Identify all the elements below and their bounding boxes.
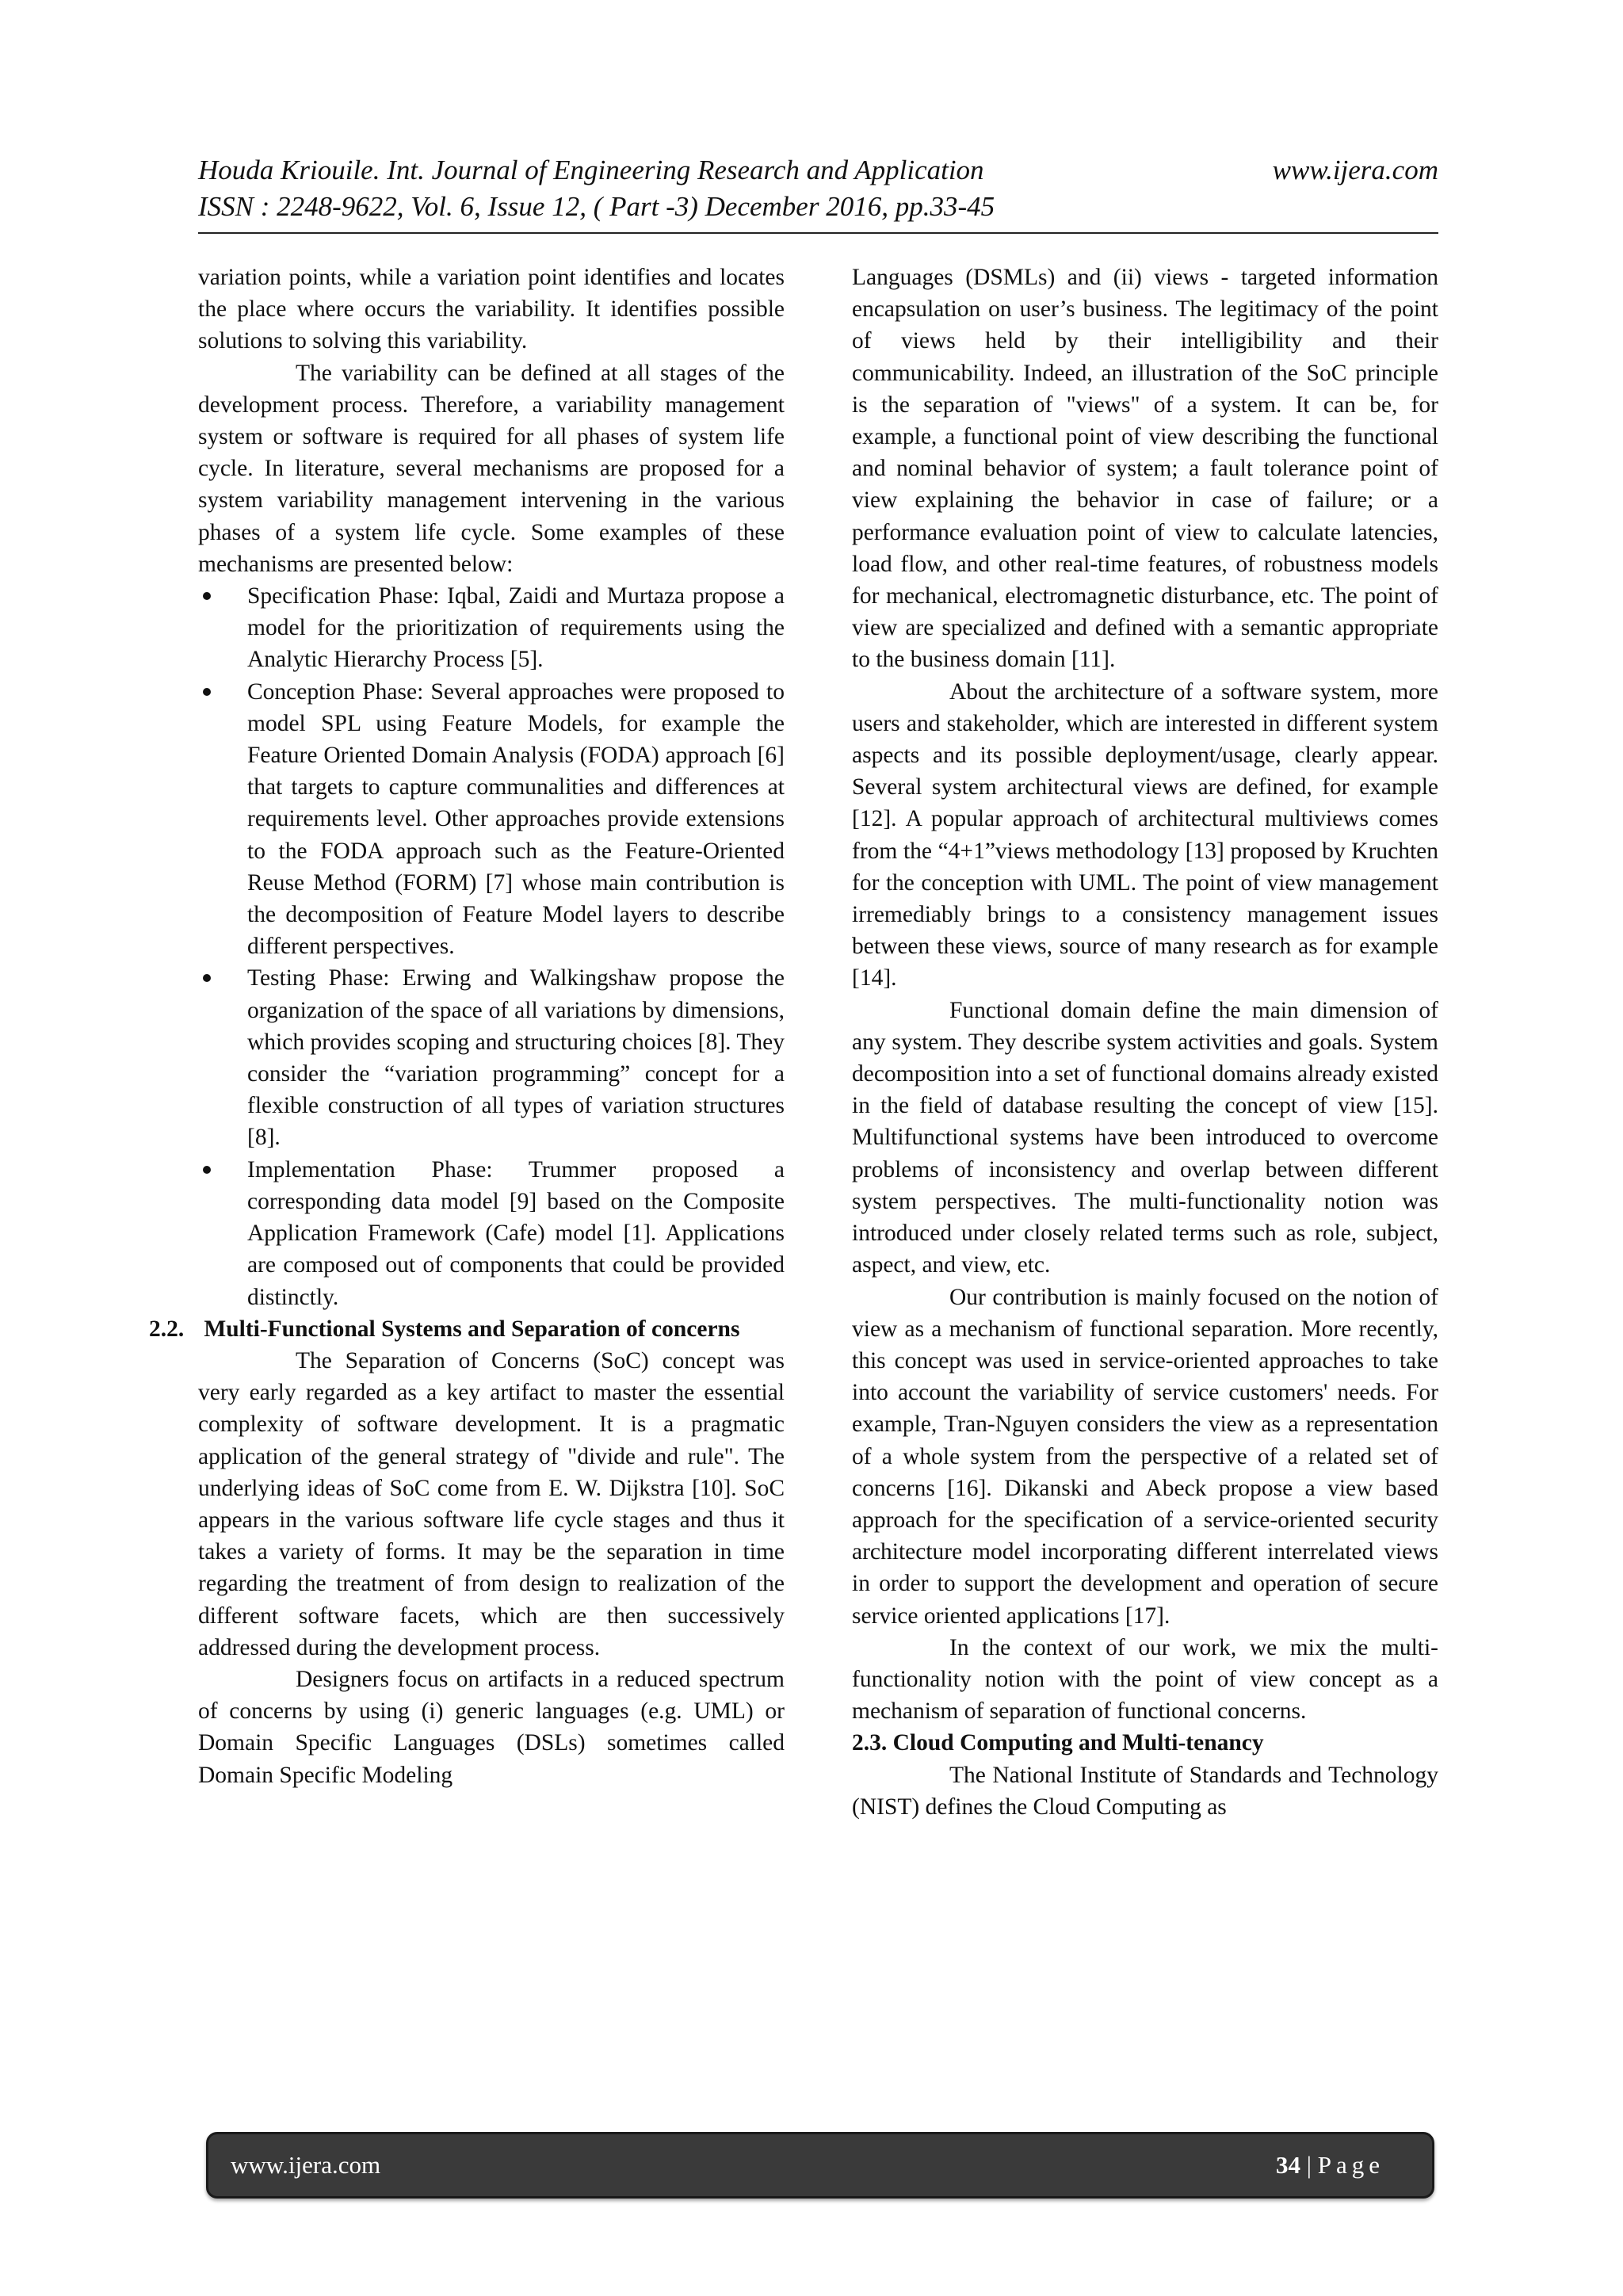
page-footer <box>206 2132 1434 2199</box>
bullet-icon <box>203 688 211 696</box>
bullet-icon <box>203 592 211 600</box>
paragraph: The Separation of Concerns (SoC) concept was very early regarded as a key artifact to master the essential complexity of software development. It is a pragmatic application of the general strategy of "divide and rule". The underlying ideas of SoC come from E. W. Dijkstra [10]. SoC appears in the various software life cycle stages and thus it takes a variety of forms. It may be the separation in time regarding the treatment of from design to realization of the different software facets, which are then successively addressed during the development process. <box>198 1347 785 1660</box>
section-heading-2-2: 2.2. Multi-Functional Systems and Separation of concerns <box>149 1316 740 1342</box>
paragraph: In the context of our work, we mix the multi-functionality notion with the point of view concept as a mechanism of separation of functional concerns. <box>852 1634 1438 1725</box>
paragraph: The National Institute of Standards and Technology (NIST) defines the Cloud Computing as <box>852 1762 1438 1820</box>
bullet-icon <box>203 974 211 982</box>
footer-website: www.ijera.com <box>231 2151 381 2179</box>
bullet-icon <box>203 1166 211 1174</box>
paragraph: The variability can be defined at all stages of the development process. Therefore, a variability management system or software is required for all phases of system life cycle. In literature, several mechanisms are proposed for a system variability management intervening in the various phases of a system life cycle. Some examples of these mechanisms are presented below: <box>198 360 785 577</box>
paragraph: About the architecture of a software system, more users and stakeholder, which are interested in different system aspects and its possible deployment/usage, clearly appear. Several system architectural views are defined, for example [12]. A popular approach of architectural multiviews comes from the “4+1”views methodology [13] proposed by Kruchten for the conception with UML. The point of view management irremediably brings to a consistency management issues between these views, source of many research as for example [14]. <box>852 678 1438 991</box>
running-header <box>198 152 1438 225</box>
list-item: Implementation Phase: Trummer proposed a corresponding data model [9] based on the Composite Application Framework (Cafe) model [1]. Applications are composed out of components that could be provided distinctly. <box>198 1154 785 1313</box>
header-journal: Houda Kriouile. Int. Journal of Engineering Research and Application <box>198 155 984 185</box>
right-column <box>852 262 1438 1823</box>
paragraph: variation points, while a variation point identifies and locates the place where occurs the variability. It identifies possible solutions to solving this variability. <box>198 265 785 354</box>
list-item: Testing Phase: Erwing and Walkingshaw propose the organization of the space of all variations by dimensions, which provides scoping and structuring choices [8]. They consider the “variation programming” concept for a flexible construction of all types of variation structures [8]. <box>198 962 785 1153</box>
header-divider <box>198 232 1438 234</box>
section-heading-2-3: 2.3. Cloud Computing and Multi-tenancy <box>852 1730 1264 1756</box>
paragraph: Our contribution is mainly focused on the notion of view as a mechanism of functional separation. More recently, this concept was used in service-oriented approaches to take into account the variability of service customers' needs. For example, Tran-Nguyen considers the view as a representation of a whole system from the perspective of a related set of concerns [16]. Dikanski and Abeck propose a view based approach for the specification of a service-oriented security architecture model incorporating different interrelated views in order to support the development and operation of secure service oriented applications [17]. <box>852 1284 1438 1629</box>
paragraph: Languages (DSMLs) and (ii) views - targeted information encapsulation on user’s business. The legitimacy of the point of views held by their intelligibility and their communicability. Indeed, an illustration of the SoC principle is the separation of "views" of a system. It can be, for example, a functional point of view describing the functional and nominal behavior of system; a fault tolerance point of view explaining the behavior in case of failure; or a performance evaluation point of view to calculate latencies, load flow, and other real-time features, of robustness models for mechanical, electromagnetic disturbance, etc. The point of view are specialized and defined with a semantic appropriate to the business domain [11]. <box>852 265 1438 673</box>
left-column <box>149 262 785 1791</box>
list-item: Conception Phase: Several approaches were proposed to model SPL using Feature Models, for example the Feature Oriented Domain Analysis (FODA) approach [6] that targets to capture communalities and differences at requirements level. Other approaches provide extensions to the FODA approach such as the Feature-Oriented Reuse Method (FORM) [7] whose main contribution is the decomposition of Feature Model layers to describe different perspectives. <box>198 676 785 963</box>
footer-page-number: 34 | Page <box>1276 2151 1384 2179</box>
header-issn: ISSN : 2248-9622, Vol. 6, Issue 12, ( Part -3) December 2016, pp.33-45 <box>198 191 995 222</box>
header-website: www.ijera.com <box>1272 155 1438 185</box>
list-item: Specification Phase: Iqbal, Zaidi and Murtaza propose a model for the prioritization of requirements using the Analytic Hierarchy Process [5]. <box>198 580 785 676</box>
phase-list <box>198 580 785 1313</box>
paragraph: Functional domain define the main dimension of any system. They describe system activities and goals. System decomposition into a set of functional domains already existed in the field of database resulting the concept of view [15]. Multifunctional systems have been introduced to overcome problems of inconsistency and overlap between different system perspectives. The multi-functionality notion was introduced under closely related terms such as role, subject, aspect, and view, etc. <box>852 997 1438 1278</box>
paragraph: Designers focus on artifacts in a reduced spectrum of concerns by using (i) generic languages (e.g. UML) or Domain Specific Languages (DSLs) sometimes called Domain Specific Modeling <box>198 1666 785 1788</box>
